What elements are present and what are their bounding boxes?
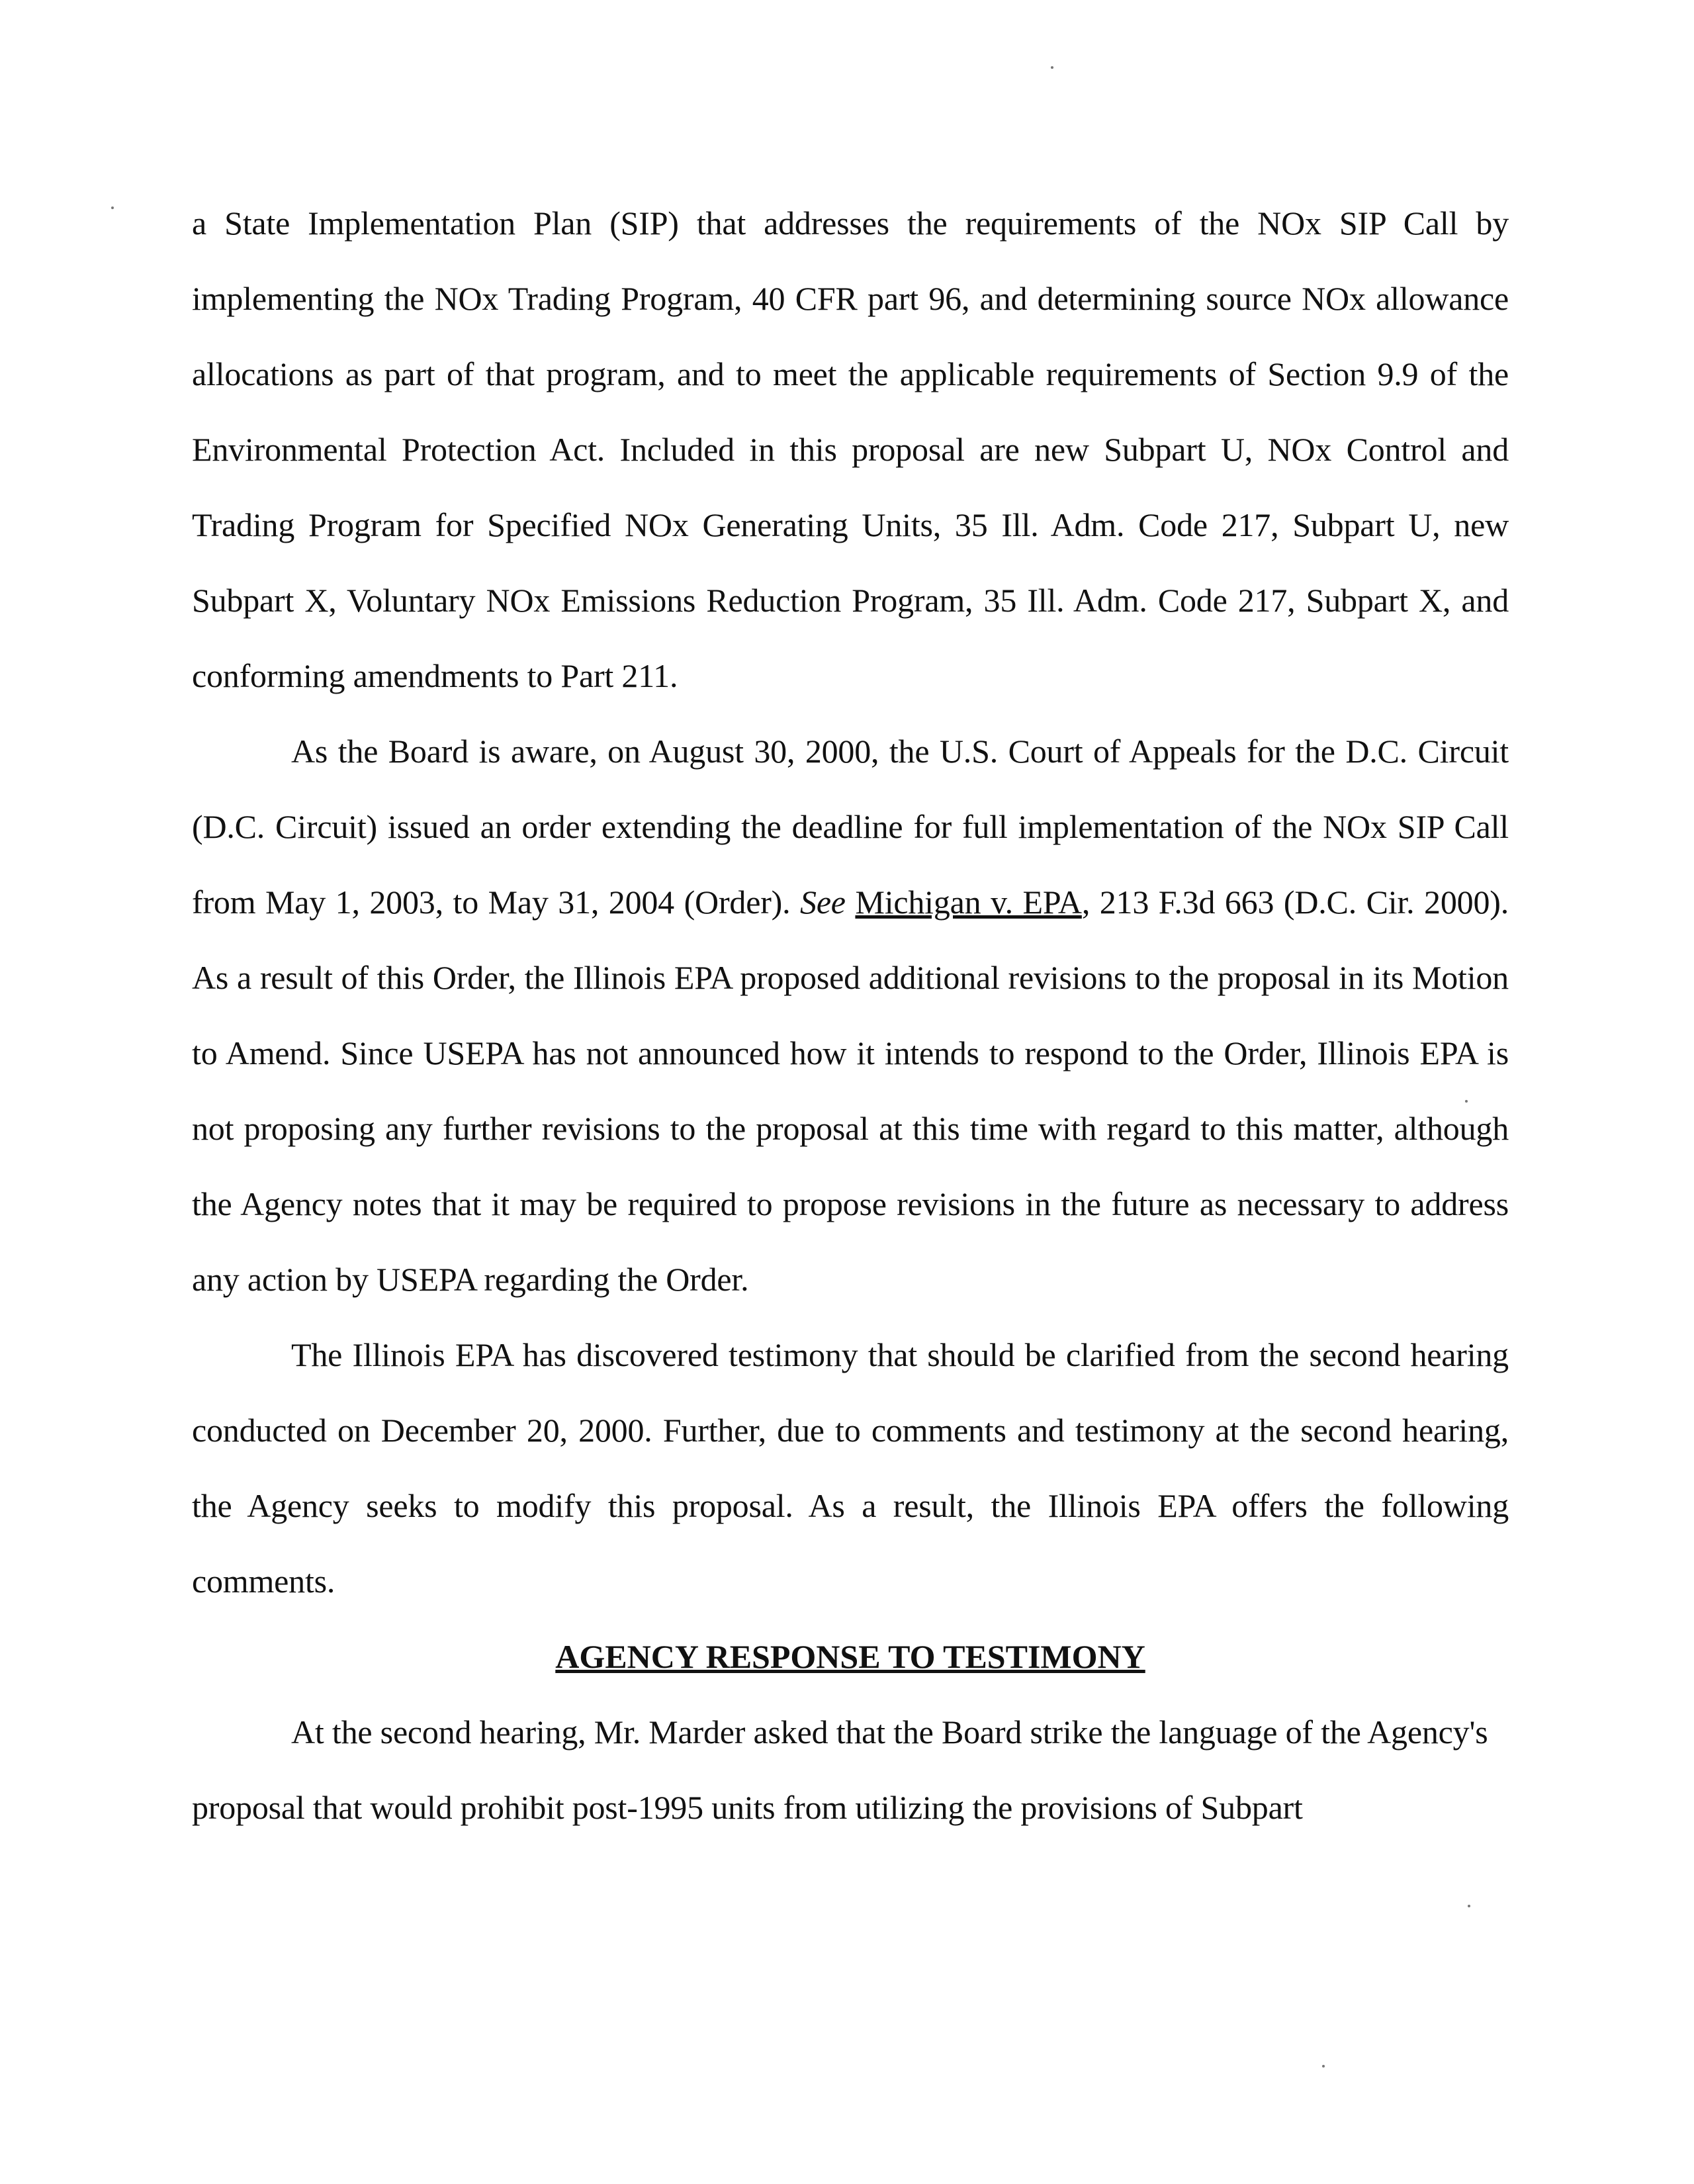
scan-speck <box>1051 66 1053 69</box>
citation-signal: See <box>800 884 846 921</box>
paragraph-testimony <box>192 1317 1509 1619</box>
paragraph-text: a State Implementation Plan (SIP) that addresses the requirements of the NOx SIP Call by implementing the NOx Trading Program, 40 CFR part 96, and determining source NOx allowance allocations as part of that program, and to meet the applicable requirements of Section 9.9 of the Environmental Protection Act. Included in this proposal are new Subpart U, NOx Control and Trading Program for Specified NOx Generating Units, 35 Ill. Adm. Code 217, Subpart U, new Subpart X, Voluntary NOx Emissions Reduction Program, 35 Ill. Adm. Code 217, Subpart X, and conforming amendments to Part 211. <box>192 205 1509 694</box>
paragraph-text: As the Board is aware, on August 30, 2000, the U.S. Court of Appeals for the D.C. Circuit (D.C. Circuit) issued an order extending the deadline for full implementation of the NOx SIP Call from May 1, 2003, to May 31, 2004 (Order). <box>192 733 1509 921</box>
paragraph-marder <box>192 1694 1509 1845</box>
paragraph-text: At the second hearing, Mr. Marder asked that the Board strike the language of the Agency's proposal that would prohibit post-1995 units from utilizing the provisions of Subpart <box>192 1713 1488 1826</box>
paragraph-text <box>846 884 856 921</box>
scan-speck <box>111 206 114 209</box>
scan-speck <box>1468 1905 1470 1907</box>
scan-speck <box>1322 2065 1325 2068</box>
paragraph-court-order <box>192 713 1509 1317</box>
paragraph-continuation <box>192 185 1509 713</box>
case-citation: Michigan v. EPA <box>855 884 1082 921</box>
paragraph-text: The Illinois EPA has discovered testimony that should be clarified from the second hearing conducted on December 20, 2000. Further, due to comments and testimony at the second hearing, the Agency seeks to modify this proposal. As a result, the Illinois EPA offers the following comments. <box>192 1336 1509 1600</box>
section-heading: AGENCY RESPONSE TO TESTIMONY <box>555 1638 1145 1675</box>
paragraph-text: , 213 F.3d 663 (D.C. Cir. 2000). As a result of this Order, the Illinois EPA proposed additional revisions to the proposal in its Motion to Amend. Since USEPA has not announced how it intends to respond to the Order, Illinois EPA is not proposing any further revisions to the proposal at this time with regard to this matter, although the Agency notes that it may be required to propose revisions in the future as necessary to address any action by USEPA regarding the Order. <box>192 884 1509 1298</box>
document-body <box>192 185 1509 1845</box>
